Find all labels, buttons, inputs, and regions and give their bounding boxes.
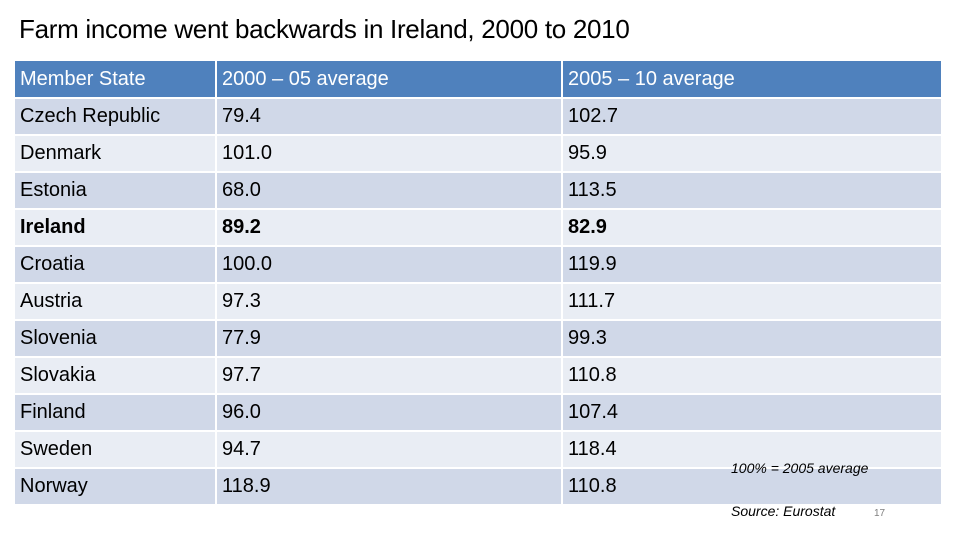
table-row — [14, 246, 942, 283]
table-row — [14, 209, 942, 246]
table-row — [14, 135, 942, 172]
cell-member-state: Sweden — [14, 431, 216, 468]
cell-2005-10-average: 102.7 — [562, 98, 942, 135]
cell-2005-10-average: 107.4 — [562, 394, 942, 431]
farm-income-table — [13, 59, 943, 506]
cell-2000-05-average: 101.0 — [216, 135, 562, 172]
cell-member-state: Norway — [14, 468, 216, 505]
cell-member-state: Finland — [14, 394, 216, 431]
cell-2000-05-average: 79.4 — [216, 98, 562, 135]
source-note: Source: Eurostat — [731, 503, 836, 519]
cell-2005-10-average: 82.9 — [562, 209, 942, 246]
header-2005-10-average: 2005 – 10 average — [562, 60, 942, 98]
cell-2000-05-average: 94.7 — [216, 431, 562, 468]
cell-member-state: Estonia — [14, 172, 216, 209]
header-2000-05-average: 2000 – 05 average — [216, 60, 562, 98]
cell-member-state: Denmark — [14, 135, 216, 172]
cell-2005-10-average: 119.9 — [562, 246, 942, 283]
cell-2005-10-average: 111.7 — [562, 283, 942, 320]
cell-2000-05-average: 118.9 — [216, 468, 562, 505]
cell-member-state: Ireland — [14, 209, 216, 246]
cell-member-state: Slovakia — [14, 357, 216, 394]
slide-title: Farm income went backwards in Ireland, 2000 to 2010 — [19, 14, 630, 44]
cell-2000-05-average: 68.0 — [216, 172, 562, 209]
cell-2000-05-average: 77.9 — [216, 320, 562, 357]
cell-member-state: Slovenia — [14, 320, 216, 357]
cell-2000-05-average: 89.2 — [216, 209, 562, 246]
base-note: 100% = 2005 average — [731, 460, 869, 476]
table-row — [14, 283, 942, 320]
cell-2000-05-average: 100.0 — [216, 246, 562, 283]
table-body — [14, 98, 942, 505]
cell-2000-05-average: 96.0 — [216, 394, 562, 431]
cell-2005-10-average: 95.9 — [562, 135, 942, 172]
table-header-row — [14, 60, 942, 98]
cell-2005-10-average: 110.8 — [562, 357, 942, 394]
cell-2005-10-average: 99.3 — [562, 320, 942, 357]
table-row — [14, 98, 942, 135]
cell-member-state: Austria — [14, 283, 216, 320]
cell-member-state: Croatia — [14, 246, 216, 283]
slide-number: 17 — [874, 508, 886, 519]
cell-2005-10-average: 110.8 — [562, 468, 942, 505]
cell-2005-10-average: 113.5 — [562, 172, 942, 209]
cell-2000-05-average: 97.3 — [216, 283, 562, 320]
table-row — [14, 357, 942, 394]
table-row — [14, 394, 942, 431]
table-row — [14, 172, 942, 209]
cell-member-state: Czech Republic — [14, 98, 216, 135]
header-member-state: Member State — [14, 60, 216, 98]
cell-2000-05-average: 97.7 — [216, 357, 562, 394]
cell-2005-10-average: 118.4 — [562, 431, 942, 468]
table-row — [14, 320, 942, 357]
